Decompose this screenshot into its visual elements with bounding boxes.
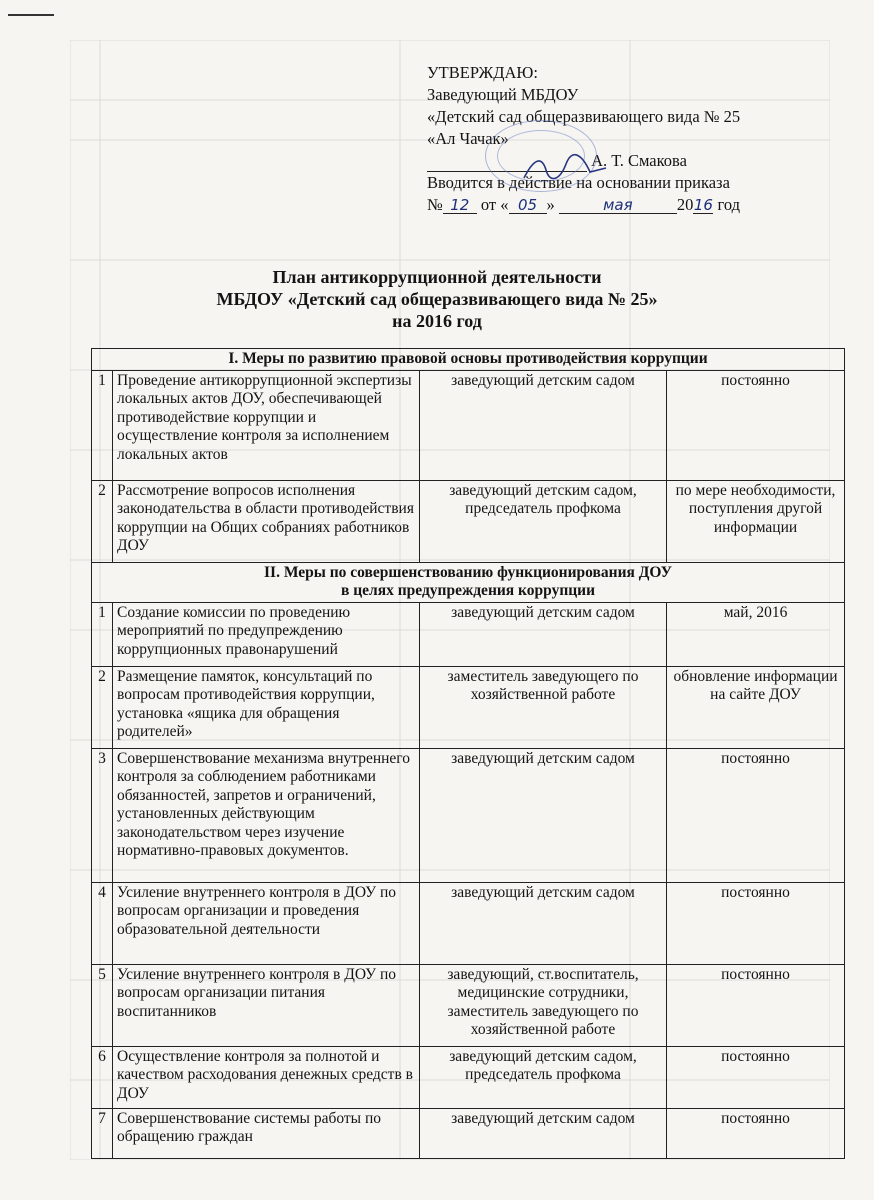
row-number: 4	[92, 882, 113, 964]
section-heading	[92, 349, 845, 371]
approval-org-name: «Детский сад общеразвивающего вида № 25	[427, 107, 741, 126]
row-measure: Размещение памяток, консультаций по вопросам противодействия коррупции, установка «ящика для обращения родителей»	[113, 666, 420, 748]
row-term: постоянно	[667, 1046, 845, 1108]
row-number: 1	[92, 602, 113, 666]
order-year-label: год	[717, 195, 741, 214]
row-term: постоянно	[667, 1108, 845, 1158]
section-heading-row	[92, 562, 845, 602]
row-measure: Усиление внутреннего контроля в ДОУ по вопросам организации питания воспитанников	[113, 964, 420, 1046]
row-number: 1	[92, 370, 113, 480]
section-heading-row	[92, 349, 845, 371]
table-row	[92, 666, 845, 748]
row-number: 6	[92, 1046, 113, 1108]
plan-title: План антикоррупционной деятельности	[272, 267, 602, 287]
row-term: постоянно	[667, 882, 845, 964]
section-heading-line: II. Меры по совершенствованию функционирования ДОУ	[264, 563, 672, 581]
row-responsible: заведующий детским садом	[420, 882, 667, 964]
row-term: май, 2016	[667, 602, 845, 666]
row-measure: Создание комиссии по проведению мероприятий по предупреждению коррупционных правонарушений	[113, 602, 420, 666]
plan-year: на 2016 год	[392, 311, 482, 331]
order-from-label: от «	[480, 195, 509, 214]
row-term: постоянно	[667, 370, 845, 480]
signature-icon	[520, 150, 610, 186]
section-heading	[92, 562, 845, 602]
order-year-prefix: 20	[676, 195, 694, 214]
table-row	[92, 748, 845, 882]
order-day: 05	[509, 197, 547, 214]
row-term: обновление информации на сайте ДОУ	[667, 666, 845, 748]
approval-order-basis: Вводится в действие на основании приказа	[427, 173, 730, 192]
row-measure: Осуществление контроля за полнотой и качеством расходования денежных средств в ДОУ	[113, 1046, 420, 1108]
row-measure: Совершенствование системы работы по обращению граждан	[113, 1108, 420, 1158]
row-responsible: заместитель заведующего по хозяйственной работе	[420, 666, 667, 748]
table-row	[92, 1046, 845, 1108]
row-measure: Усиление внутреннего контроля в ДОУ по вопросам организации и проведения образовательной деятельности	[113, 882, 420, 964]
row-responsible: заведующий детским садом	[420, 748, 667, 882]
table-row	[92, 964, 845, 1046]
row-number: 5	[92, 964, 113, 1046]
approval-signer: А. Т. Смакова	[591, 151, 687, 170]
row-number: 2	[92, 480, 113, 562]
row-responsible: заведующий, ст.воспитатель, медицинские сотрудники, заместитель заведующего по хозяйственной работе	[420, 964, 667, 1046]
row-responsible: заведующий детским садом	[420, 1108, 667, 1158]
table-row	[92, 480, 845, 562]
approval-heading: УТВЕРЖДАЮ:	[427, 63, 538, 82]
row-number: 7	[92, 1108, 113, 1158]
corner-mark	[8, 14, 54, 16]
plan-table	[91, 348, 845, 1159]
table-row	[92, 370, 845, 480]
order-no-label: №	[427, 195, 443, 214]
row-responsible: заведующий детским садом	[420, 370, 667, 480]
approval-org-subname: «Ал Чачак»	[427, 129, 509, 148]
row-term: постоянно	[667, 748, 845, 882]
row-term: по мере необходимости, поступления другой информации	[667, 480, 845, 562]
approval-position: Заведующий МБДОУ	[427, 85, 579, 104]
approval-order-line: № 12 от « 05 » мая 2016 год	[427, 195, 741, 214]
order-year-suffix: 16	[693, 196, 713, 214]
row-number: 2	[92, 666, 113, 748]
table-row	[92, 602, 845, 666]
row-responsible: заведующий детским садом, председатель профкома	[420, 480, 667, 562]
row-responsible: заведующий детским садом, председатель профкома	[420, 1046, 667, 1108]
section-heading-line: в целях предупреждения коррупции	[340, 582, 596, 599]
row-term: постоянно	[667, 964, 845, 1046]
row-responsible: заведующий детским садом	[420, 602, 667, 666]
section-heading-line: I. Меры по развитию правовой основы противодействия коррупции	[228, 350, 708, 367]
order-month: мая	[559, 197, 677, 214]
table-row	[92, 1108, 845, 1158]
table-row	[92, 882, 845, 964]
order-number: 12	[443, 197, 477, 214]
row-measure: Рассмотрение вопросов исполнения законодательства в области противодействия коррупции на Общих собраниях работников ДОУ	[113, 480, 420, 562]
row-number: 3	[92, 748, 113, 882]
row-measure: Совершенствование механизма внутреннего контроля за соблюдением работниками обязанностей, запретов и ограничений, установленных действующим законодательством через изучение нормативно-правовых документов.	[113, 748, 420, 882]
row-measure: Проведение антикоррупционной экспертизы локальных актов ДОУ, обеспечивающей противодействие коррупции и осуществление контроля за исполнением локальных актов	[113, 370, 420, 480]
plan-org: МБДОУ «Детский сад общеразвивающего вида № 25»	[216, 289, 658, 309]
